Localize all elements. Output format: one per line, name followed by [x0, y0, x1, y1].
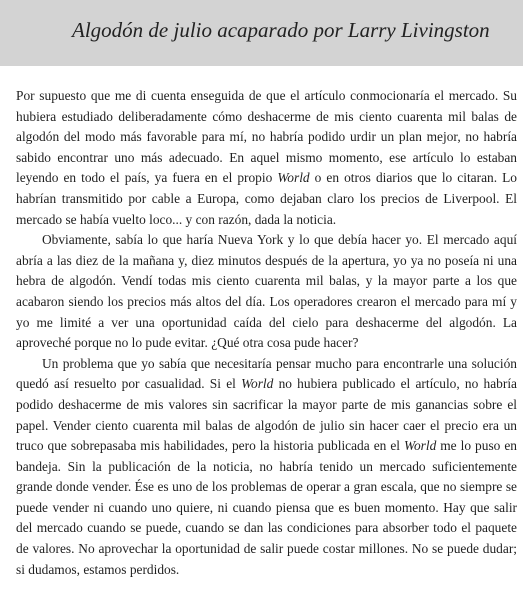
chapter-title: Algodón de julio acaparado por Larry Livingston [72, 18, 490, 42]
paragraph-1-text-1: Por supuesto que me di cuenta enseguida de que el artículo conmocionaría el mercado. Su hubiera estudiado deliberadamente cómo deshacerme de mis ciento cuarenta mil balas de algodón del modo más favorable para mí, no habría podido urdir un plan mejor, no habría sabido encontrar uno más adecuado. En aquel mismo momento, ese artículo lo estaban leyendo en todo el país, ya fuera en el propio [16, 88, 517, 186]
paragraph-2 [16, 230, 517, 354]
body-text [16, 86, 517, 580]
chapter-header-band [0, 0, 523, 66]
paragraph-3 [16, 354, 517, 581]
paragraph-1-text-2: o en otros diarios que lo citaran. Lo habrían transmitido por cable a Europa, como dejaban claro los precios de Liverpool. El mercado se había vuelto loco... y con razón, dada la noticia. [16, 170, 517, 227]
newspaper-title-world: World [404, 438, 437, 454]
paragraph-1 [16, 86, 517, 230]
paragraph-3-text-2: no hubiera publicado el artículo, no habría podido deshacerme de mis valores sin sacrificar la mayor parte de mis ganancias sobre el papel. Vender ciento cuarenta mil balas de algodón de julio sin hacer caer el precio era un truco que sobrepasaba mis habilidades, pero la historia publicada en el [16, 376, 517, 454]
newspaper-title-world: World [277, 170, 310, 186]
paragraph-3-text-3: me lo puso en bandeja. Sin la publicación de la noticia, no habría tenido un mercado suficientemente grande donde vender. Ése es uno de los problemas de operar a gran escala, que no siempre se puede vender ni cuando uno quiere, ni cuando piensa que es buen momento. Hay que salir del mercado cuando se puede, cuando se dan las condiciones para absorber todo el paquete de valores. No aprovechar la oportunidad de salir puede costar millones. No se puede dudar; si dudamos, estamos perdidos. [16, 438, 518, 577]
newspaper-title-world: World [241, 376, 274, 392]
paragraph-2-text-1: Obviamente, sabía lo que haría Nueva York y lo que debía hacer yo. El mercado aquí abría a las diez de la mañana y, diez minutos después de la apertura, yo ya no poseía ni una hebra de algodón. Vendí todas mis ciento cuarenta mil balas, y la mayor parte a los que acabaron siendo los precios más altos del día. Los operadores crearon el mercado para mí y yo me limité a ver una oportunidad caída del cielo para deshacerme del algodón. La aproveché porque no lo pude evitar. ¿Qué otra cosa pude hacer? [16, 232, 517, 351]
paragraph-3-text-1: Un problema que yo sabía que necesitaría pensar mucho para encontrarle una solución quedó así resuelto por casualidad. Si el [16, 355, 517, 392]
